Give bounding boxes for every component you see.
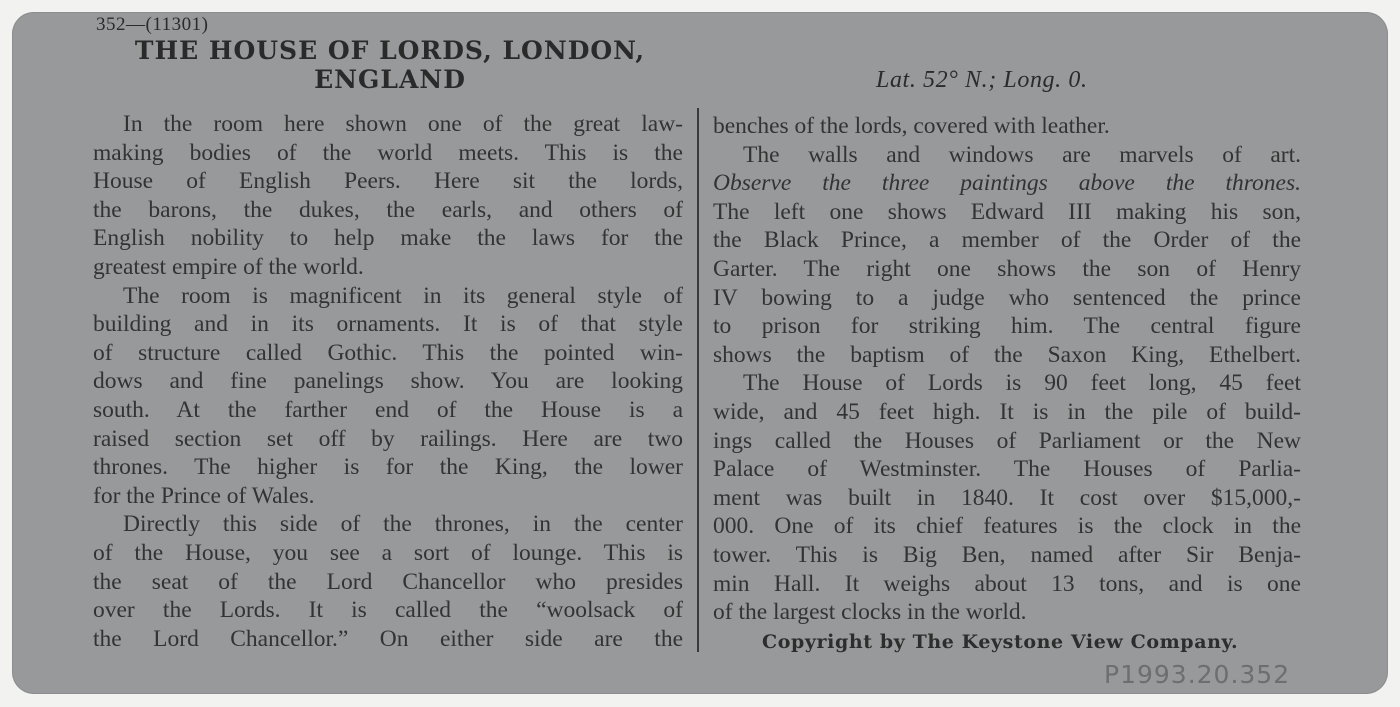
text-line: of structure called Gothic. This the pointed win- — [93, 339, 683, 366]
text-line: The House of Lords is 90 feet long, 45 feet — [743, 370, 1301, 397]
paragraph-3 — [93, 510, 683, 653]
text-line: greatest empire of the world. — [93, 253, 364, 280]
title-line-1: THE HOUSE OF LORDS, LONDON, — [134, 36, 646, 65]
text-line: wide, and 45 feet high. It is in the pile of build- — [713, 398, 1301, 425]
paragraph-4 — [713, 112, 1301, 141]
column-divider — [697, 108, 699, 652]
text-line: making bodies of the world meets. This is the — [93, 139, 683, 166]
text-line: south. At the farther end of the House is a — [93, 396, 683, 423]
title-line-2: ENGLAND — [314, 65, 466, 94]
text-line: Directly this side of the thrones, in the center — [123, 511, 683, 538]
archive-number: P1993.20.352 — [1104, 660, 1291, 689]
text-line: raised section set off by railings. Here are two — [93, 425, 683, 452]
text-line: Palace of Westminster. The Houses of Parlia- — [713, 456, 1301, 483]
text-line: ment was built in 1840. It cost over $15,000,- — [713, 484, 1301, 511]
text-line: In the room here shown one of the great law- — [123, 111, 683, 137]
text-line: dows and fine panelings show. You are looking — [93, 368, 683, 395]
text-line: English nobility to help make the laws for the — [93, 225, 683, 252]
paragraph-5 — [713, 141, 1301, 370]
text-line: The left one shows Edward III making his son, — [713, 198, 1301, 225]
text-line: min Hall. It weighs about 13 tons, and is one — [713, 570, 1301, 597]
text-line: shows the baptism of the Saxon King, Ethelbert. — [713, 341, 1301, 368]
text-line: of the House, you see a sort of lounge. This is — [93, 539, 683, 566]
text-line: 000. One of its chief features is the clock in the — [713, 513, 1301, 540]
lat-long: Lat. 52° N.; Long. 0. — [876, 67, 1088, 93]
card-title — [110, 36, 670, 94]
card-number: 352—(11301) — [96, 14, 209, 35]
paragraph-6 — [713, 369, 1301, 626]
text-line: for the Prince of Wales. — [93, 482, 315, 509]
text-line: tower. This is Big Ben, named after Sir Benja- — [713, 541, 1301, 568]
text-line: benches of the lords, covered with leather. — [713, 113, 1110, 139]
text-line: the seat of the Lord Chancellor who presides — [93, 568, 683, 595]
right-column — [713, 112, 1301, 627]
text-line: of the largest clocks in the world. — [713, 599, 1027, 626]
text-line: the Black Prince, a member of the Order of the — [713, 227, 1301, 254]
text-line: Garter. The right one shows the son of Henry — [713, 255, 1301, 282]
left-column — [93, 110, 683, 653]
text-line: ings called the Houses of Parliament or the New — [713, 427, 1301, 454]
text-line: building and in its ornaments. It is of that style — [93, 311, 683, 338]
paragraph-2 — [93, 282, 683, 511]
text-line: The walls and windows are marvels of art. — [743, 141, 1301, 168]
text-line: House of English Peers. Here sit the lords, — [93, 168, 683, 195]
text-line-italic: Observe the three paintings above the thrones. — [713, 170, 1301, 197]
text-line: to prison for striking him. The central figure — [713, 313, 1301, 340]
text-line: the barons, the dukes, the earls, and others of — [93, 196, 683, 223]
text-line: IV bowing to a judge who sentenced the prince — [713, 284, 1301, 311]
text-line: over the Lords. It is called the “woolsack of — [93, 597, 683, 624]
copyright-line: Copyright by The Keystone View Company. — [762, 631, 1239, 653]
text-line: the Lord Chancellor.” On either side are the — [93, 625, 683, 652]
paragraph-1 — [93, 110, 683, 282]
text-line: thrones. The higher is for the King, the lower — [93, 454, 683, 481]
text-line: The room is magnificent in its general style of — [123, 282, 683, 309]
